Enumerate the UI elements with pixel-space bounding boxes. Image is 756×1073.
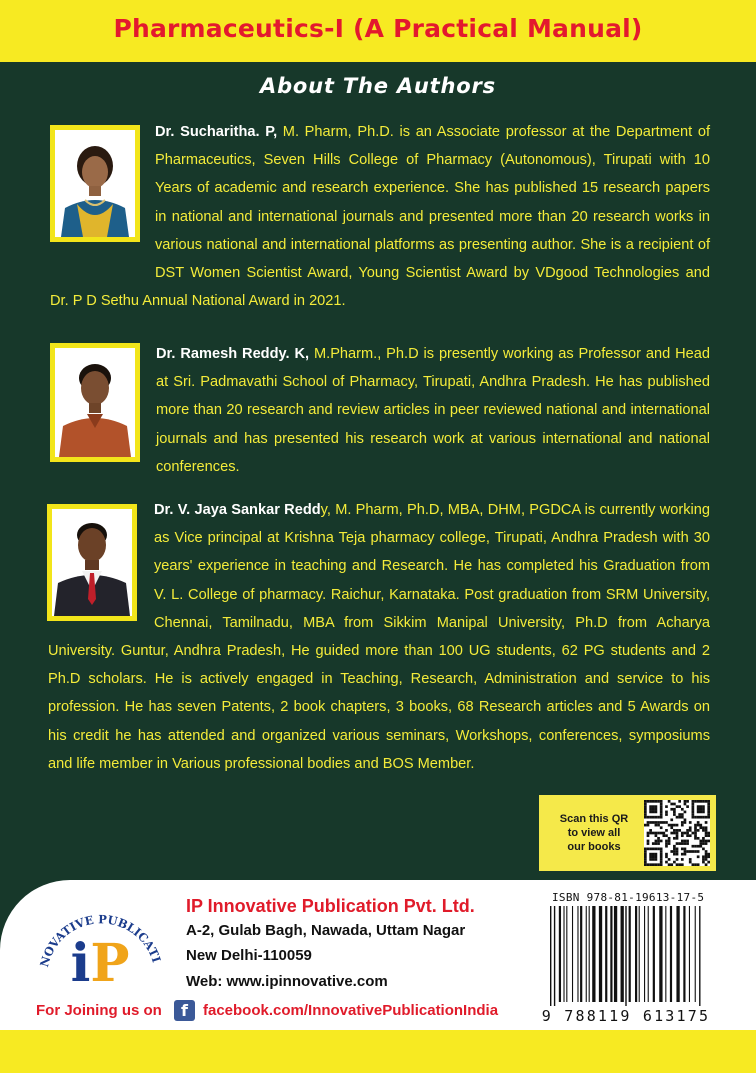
author-bio-1: [50, 118, 710, 315]
qr-code-icon[interactable]: [644, 800, 710, 866]
section-heading: About The Authors: [260, 74, 496, 98]
logo-arc-text: NOVATIVE PUBLICATI: [37, 912, 164, 969]
barcode-digits: 9 788119 613175: [541, 1007, 711, 1025]
address-line-1: A-2, Gulab Bagh, Nawada, Uttam Nagar: [186, 922, 466, 939]
address-line-2: New Delhi-110059: [186, 947, 312, 964]
publisher-name: IP Innovative Publication Pvt. Ltd.: [186, 896, 475, 916]
logo-letters: iP: [70, 933, 130, 989]
social-row: [36, 1000, 526, 1022]
author-text-3: y, M. Pharm, Ph.D, MBA, DHM, PGDCA is currently working as Vice principal at Krishna Teja pharmacy college, Tirupati, Andhra Pradesh with 30 years' experience in teaching and Research. He has completed his Graduation from V. L. College of pharmacy. Raichur, Karnataka. Post graduation from SRM University, Chennai, Tamilnadu, MBA from Sikkim Manipal University, Ph.D from Acharya University. Guntur, Andhra Pradesh, He guided more than 100 UG students, 62 PG students and 2 Ph.D scholars. He is actively engaged in Teaching, Research, Administration and service to his profession. He has seven Patents, 2 book chapters, 3 books, 68 Research articles and 5 Awards on his credit he has attended and organized various seminars, Workshops, conferences, symposiums and life member in Various professional bodies and BOS Member.: [48, 502, 711, 772]
author-name-2: Dr. Ramesh Reddy. K,: [156, 346, 310, 362]
author-text-1: M. Pharm, Ph.D. is an Associate professor at the Department of Pharmaceutics, Seven Hills College of Pharmacy (Autonomous), Tirupati with 10 Years of academic and research experience. She has published 15 research papers in national and international journals and presented more than 20 research works in various national and international platforms as presenting author. She is a recipient of DST Women Scientist Award, Young Scientist Award by VDgood Technologies and Dr. P D Sethu Annual National Award in 2021.: [50, 124, 710, 310]
barcode-icon: [548, 906, 706, 1006]
bottom-yellow-band: [0, 1030, 756, 1073]
join-label: For Joining us on: [36, 1002, 162, 1019]
book-title: Pharmaceutics-I (A Practical Manual): [113, 14, 643, 43]
facebook-link[interactable]: facebook.com/InnovativePublicationIndia: [203, 1002, 499, 1019]
qr-caption: Scan this QR to view all our books: [559, 813, 629, 853]
website-link[interactable]: Web: www.ipinnovative.com: [186, 973, 388, 990]
isbn-text: ISBN 978-81-19613-17-5: [552, 891, 705, 904]
isbn-barcode: [532, 886, 720, 1028]
author-name-3: Dr. V. Jaya Sankar Redd: [154, 502, 321, 518]
author-bio-2: [50, 340, 710, 486]
qr-panel: [539, 795, 716, 871]
author-bio-3: [48, 496, 710, 778]
publisher-logo: [36, 893, 164, 989]
facebook-icon[interactable]: f: [174, 1000, 195, 1021]
author-text-2: M.Pharm., Ph.D is presently working as Professor and Head at Sri. Padmavathi School of Pharmacy, Tirupati, Andhra Pradesh. He has published more than 20 research and review articles in peer reviewed national and international journals and has presented his research work at various international and national conferences.: [156, 346, 710, 475]
author-name-1: Dr. Sucharitha. P,: [155, 124, 278, 140]
